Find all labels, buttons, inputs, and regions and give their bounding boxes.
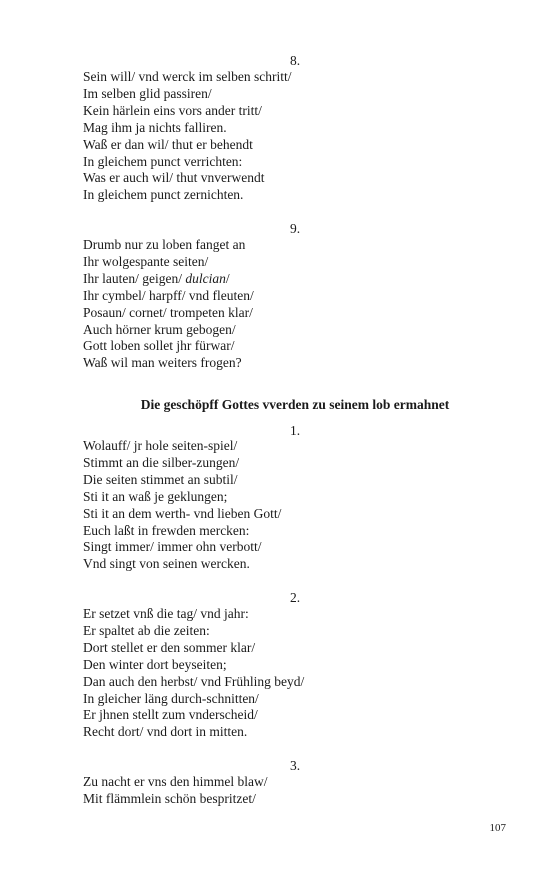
verse-line: Sein will/ vnd werck im selben schritt/ [83,69,292,84]
verse-line: In gleichem punct zernichten. [83,187,244,203]
verse-line: Was er auch wil/ thut vnverwendt [83,170,265,186]
verse-line: Recht dort/ vnd dort in mitten. [83,724,248,740]
verse-line: Posaun/ cornet/ trompeten klar/ [83,304,253,320]
verse-line: Er jhnen stellt zum vnderscheid/ [83,707,258,723]
stanza-number: 8. [289,53,301,68]
verse-text: Ihr lauten/ geigen/ [83,270,186,286]
verse-line: Die seiten stimmet an subtil/ [83,471,238,487]
verse-line: Kein härlein eins vors ander tritt/ [83,102,262,118]
stanza-2-lines [83,606,304,741]
verse-line: Vnd singt von seinen wercken. [83,556,250,572]
verse-punctuation: / [225,270,230,286]
stanza-3-lines [83,774,267,808]
stanza-8-lines [83,69,291,204]
verse-line-mixed [83,271,254,288]
page-number: 107 [489,822,506,834]
verse-line: Ihr cymbel/ harpff/ vnd fleuten/ [83,287,254,303]
italic-word: dulcian [185,270,226,286]
verse-line: Dan auch den herbst/ vnd Frühling beyd/ [83,673,305,689]
verse-line: Waß wil man weiters frogen? [83,355,242,371]
verse-line: Drumb nur zu loben fanget an [83,237,246,252]
verse-line: Sti it an waß je geklungen; [83,488,228,504]
verse-line: Zu nacht er vns den himmel blaw/ [83,774,268,789]
section-heading: Die geschöpff Gottes vverden zu seinem lob ermahnet [140,397,450,412]
verse-line: Ihr wolgespante seiten/ [83,253,209,269]
verse-line: Auch hörner krum gebogen/ [83,321,236,337]
stanza-number: 3. [289,758,301,773]
verse-line: Er spaltet ab die zeiten: [83,622,210,638]
stanza-number: 1. [289,423,301,438]
verse-line: In gleichem punct verrichten: [83,153,243,169]
verse-line: Singt immer/ immer ohn verbott/ [83,539,262,555]
verse-line: Den winter dort beyseiten; [83,656,227,672]
verse-line: In gleicher läng durch-schnitten/ [83,690,259,706]
stanza-9-lines [83,237,254,372]
stanza-1-lines [83,438,281,573]
verse-line: Im selben glid passiren/ [83,85,212,101]
verse-line: Dort stellet er den sommer klar/ [83,639,256,655]
verse-line: Mag ihm ja nichts falliren. [83,119,227,135]
verse-line: Gott loben sollet jhr fürwar/ [83,338,235,354]
verse-line: Wolauff/ jr hole seiten-spiel/ [83,438,238,453]
verse-line: Mit flämmlein schön bespritzet/ [83,790,256,806]
verse-line: Euch laßt in frewden mercken: [83,522,250,538]
stanza-number: 2. [289,590,301,605]
verse-line: Waß er dan wil/ thut er behendt [83,136,253,152]
verse-line: Er setzet vnß die tag/ vnd jahr: [83,606,249,621]
verse-line: Sti it an dem werth- vnd lieben Gott/ [83,505,282,521]
verse-line: Stimmt an die silber-zungen/ [83,454,240,470]
stanza-number: 9. [289,221,301,236]
